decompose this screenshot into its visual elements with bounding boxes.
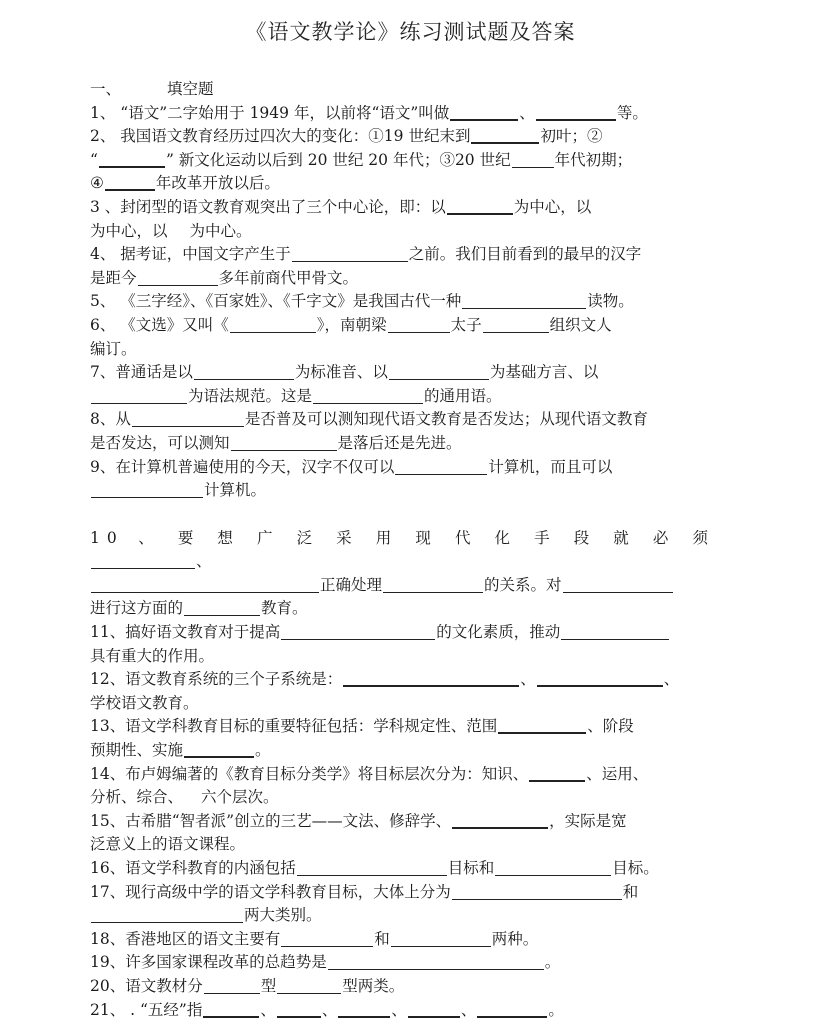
- answer-blank[interactable]: [452, 811, 548, 829]
- answer-blank[interactable]: [383, 576, 483, 593]
- question-16: 16、语文学科教育的内涵包括 目标和 目标。: [90, 859, 659, 877]
- answer-blank[interactable]: [563, 576, 673, 593]
- question-list: [90, 78, 715, 1022]
- question-19: 19、许多国家课程改革的总趋势是 。: [90, 953, 561, 972]
- section-label: 填空题: [167, 80, 214, 98]
- question-18: 18、香港地区的语文主要有 和 两种。: [90, 929, 539, 948]
- answer-blank[interactable]: [91, 553, 195, 570]
- question-15: 15、古希腊“智者派”创立的三艺——文法、修辞学、 ，实际是宽 泛意义上的语文课程。: [90, 811, 627, 854]
- answer-blank[interactable]: [297, 860, 447, 877]
- answer-blank[interactable]: [447, 197, 513, 215]
- answer-blank[interactable]: [91, 387, 187, 404]
- answer-blank[interactable]: [194, 364, 294, 381]
- answer-blank[interactable]: [91, 482, 203, 499]
- answer-blank[interactable]: [450, 103, 518, 121]
- question-10: 10 、 要 想 广 泛 采 用 现 代 化 手 段 就 必 须、 正确处理 的关系。对 进行这方面的 教育。: [90, 528, 715, 618]
- section-heading: [90, 78, 715, 102]
- answer-blank[interactable]: [91, 576, 319, 593]
- answer-blank[interactable]: [471, 127, 539, 145]
- answer-blank[interactable]: [204, 977, 260, 994]
- question-13: 13、语文学科教育目标的重要特征包括：学科规定性、范围 、阶段 预期性、实施 。: [90, 717, 634, 760]
- answer-blank[interactable]: [184, 741, 254, 759]
- answer-blank[interactable]: [105, 174, 155, 192]
- answer-blank[interactable]: [512, 151, 554, 168]
- answer-blank[interactable]: [313, 387, 423, 404]
- answer-blank[interactable]: [281, 930, 373, 947]
- question-5: 5、 《三字经》、《百家姓》、《千字文》是我国古代一种 读物。: [90, 292, 634, 311]
- answer-blank[interactable]: [561, 624, 669, 641]
- answer-blank[interactable]: [395, 458, 487, 475]
- answer-blank[interactable]: [328, 954, 544, 971]
- answer-blank[interactable]: [495, 860, 611, 877]
- answer-blank[interactable]: [483, 316, 549, 333]
- document-title: 《语文教学论》练习测试题及答案: [245, 20, 576, 44]
- question-17: 17、现行高级中学的语文学科教育目标，大体上分为 和 两大类别。: [90, 882, 639, 925]
- question-21: 21、 . “五经”指 、 、 、 、 。: [90, 1000, 564, 1019]
- answer-blank[interactable]: [292, 246, 408, 263]
- answer-blank[interactable]: [537, 670, 663, 688]
- answer-blank[interactable]: [277, 977, 341, 994]
- question-2: 2、 我国语文教育经历过四次大的变化：①19 世纪末到 初叶；② “ ” 新文化运动以后到 20 世纪 20 年代；③20 世纪 年代初期； ④ 年改革开放以后。: [90, 127, 633, 193]
- question-20: 20、语文教材分 型 型两类。: [90, 976, 405, 995]
- answer-blank[interactable]: [277, 1000, 321, 1018]
- answer-blank[interactable]: [391, 930, 491, 947]
- answer-blank[interactable]: [91, 907, 243, 924]
- answer-blank[interactable]: [338, 1000, 390, 1018]
- question-9: 9、在计算机普遍使用的今天，汉字不仅可以 计算机，而且可以 计算机。: [90, 457, 613, 500]
- question-7: 7、普通话是以 为标准音、以 为基础方言、以 为语法规范。这是 的通用语。: [90, 363, 599, 405]
- question-3: 3 、封闭型的语文教育观突出了三个中心论，即：以 为中心，以 为中心，以 为中心。: [90, 197, 592, 240]
- question-8: 8、从 是否普及可以测知现代语文教育是否发达；从现代语文教育 是否发达，可以测知 是落后还是先进。: [90, 410, 648, 452]
- answer-blank[interactable]: [343, 670, 519, 688]
- answer-blank[interactable]: [230, 316, 316, 333]
- answer-blank[interactable]: [281, 624, 435, 641]
- answer-blank[interactable]: [498, 717, 586, 735]
- answer-blank[interactable]: [389, 364, 489, 381]
- answer-blank[interactable]: [231, 434, 337, 451]
- answer-blank[interactable]: [388, 316, 450, 333]
- question-6: 6、 《文选》又叫《 》，南朝梁 太子 组织文人 编订。: [90, 315, 612, 358]
- answer-blank[interactable]: [138, 269, 218, 286]
- answer-blank[interactable]: [462, 293, 586, 310]
- answer-blank[interactable]: [529, 764, 585, 782]
- question-12: 12、语文教育系统的三个子系统是： 、 、 学校语文教育。: [90, 670, 680, 712]
- answer-blank[interactable]: [536, 103, 616, 121]
- section-number: 一、: [90, 80, 122, 98]
- question-14: 14、布卢姆编著的《教育目标分类学》将目标层次分为：知识、 、运用、 分析、综合、 六个层次。: [90, 764, 649, 807]
- answer-blank[interactable]: [452, 883, 622, 900]
- answer-blank[interactable]: [203, 1000, 259, 1018]
- question-11: 11、搞好语文教育对于提高 的文化素质，推动 具有重大的作用。: [90, 621, 715, 668]
- answer-blank[interactable]: [99, 150, 165, 168]
- question-1: 1、 “语文”二字始用于 1949 年，以前将“语文”叫做 、 等。: [90, 103, 648, 122]
- answer-blank[interactable]: [184, 600, 260, 617]
- answer-blank[interactable]: [408, 1000, 460, 1018]
- question-4: 4、 据考证，中国文字产生于 之前。我们目前看到的最早的汉字 是距今 多年前商代甲骨文。: [90, 245, 642, 287]
- answer-blank[interactable]: [132, 411, 244, 428]
- answer-blank[interactable]: [477, 1000, 547, 1018]
